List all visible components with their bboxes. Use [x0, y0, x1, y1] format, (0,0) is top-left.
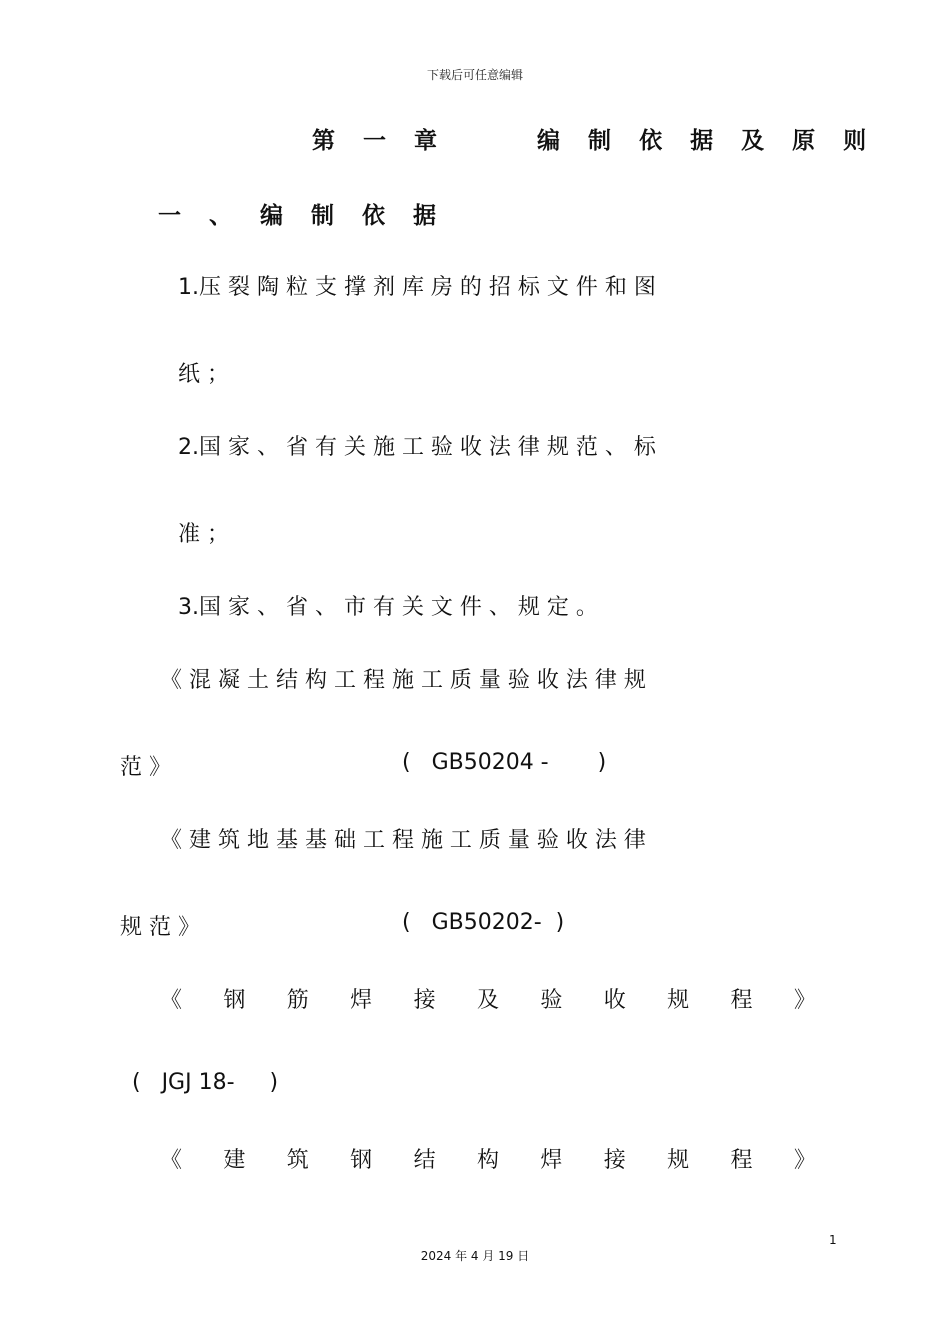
standard-4-char: 《 [160, 1148, 183, 1173]
standard-4-title [160, 1143, 816, 1174]
standard-3-char: 及 [476, 988, 499, 1013]
chapter-title: 第 一 章 编 制 依 据 及 原 则 [312, 128, 877, 154]
standard-1-name-end: 范 》 [120, 755, 171, 780]
standard-3-char: 》 [793, 988, 816, 1013]
standard-3-char: 筋 [286, 988, 309, 1013]
standard-3-char: 规 [667, 988, 690, 1013]
standard-4-char: 》 [793, 1148, 816, 1173]
standard-3-char: 焊 [350, 988, 373, 1013]
standard-1-code: ( GB50204 - ) [402, 750, 607, 775]
basis-item-2-line-2: 准 ； [178, 522, 229, 547]
standard-4-char: 构 [476, 1148, 499, 1173]
standard-3-code: ( JGJ 18- ) [132, 1070, 279, 1095]
basis-item-1-line-2: 纸 ； [178, 362, 229, 387]
footer-date: 2024 年 4 月 19 日 [420, 1249, 530, 1263]
standard-3-char: 程 [730, 988, 753, 1013]
standard-4-char: 接 [603, 1148, 626, 1173]
standard-2-code: ( GB50202- ) [402, 910, 565, 935]
section-heading: 一 、 编 制 依 据 [158, 203, 447, 229]
standard-2-line-1: 《 建 筑 地 基 基 础 工 程 施 工 质 量 验 收 法 律 [160, 828, 646, 853]
page-number: 1 [829, 1233, 837, 1247]
standard-3-char: 验 [540, 988, 563, 1013]
standard-3-char: 钢 [223, 988, 246, 1013]
standard-1-line-1: 《 混 凝 土 结 构 工 程 施 工 质 量 验 收 法 律 规 [160, 668, 646, 693]
standard-4-char: 钢 [350, 1148, 373, 1173]
standard-4-char: 焊 [540, 1148, 563, 1173]
basis-item-1-line-1: 1.压 裂 陶 粒 支 撑 剂 库 房 的 招 标 文 件 和 图 [178, 275, 656, 300]
standard-3-title [160, 983, 816, 1014]
standard-4-char: 规 [667, 1148, 690, 1173]
standard-4-char: 结 [413, 1148, 436, 1173]
basis-item-2-line-1: 2.国 家 、 省 有 关 施 工 验 收 法 律 规 范 、 标 [178, 435, 656, 460]
page-header-note: 下载后可任意编辑 [426, 68, 523, 82]
standard-3-char: 收 [603, 988, 626, 1013]
basis-item-3: 3.国 家 、 省 、 市 有 关 文 件 、 规 定 。 [178, 595, 598, 620]
standard-4-char: 筑 [286, 1148, 309, 1173]
standard-3-char: 《 [160, 988, 183, 1013]
standard-2-name-end: 规 范 》 [120, 915, 200, 940]
standard-3-char: 接 [413, 988, 436, 1013]
standard-4-char: 程 [730, 1148, 753, 1173]
standard-4-char: 建 [223, 1148, 246, 1173]
